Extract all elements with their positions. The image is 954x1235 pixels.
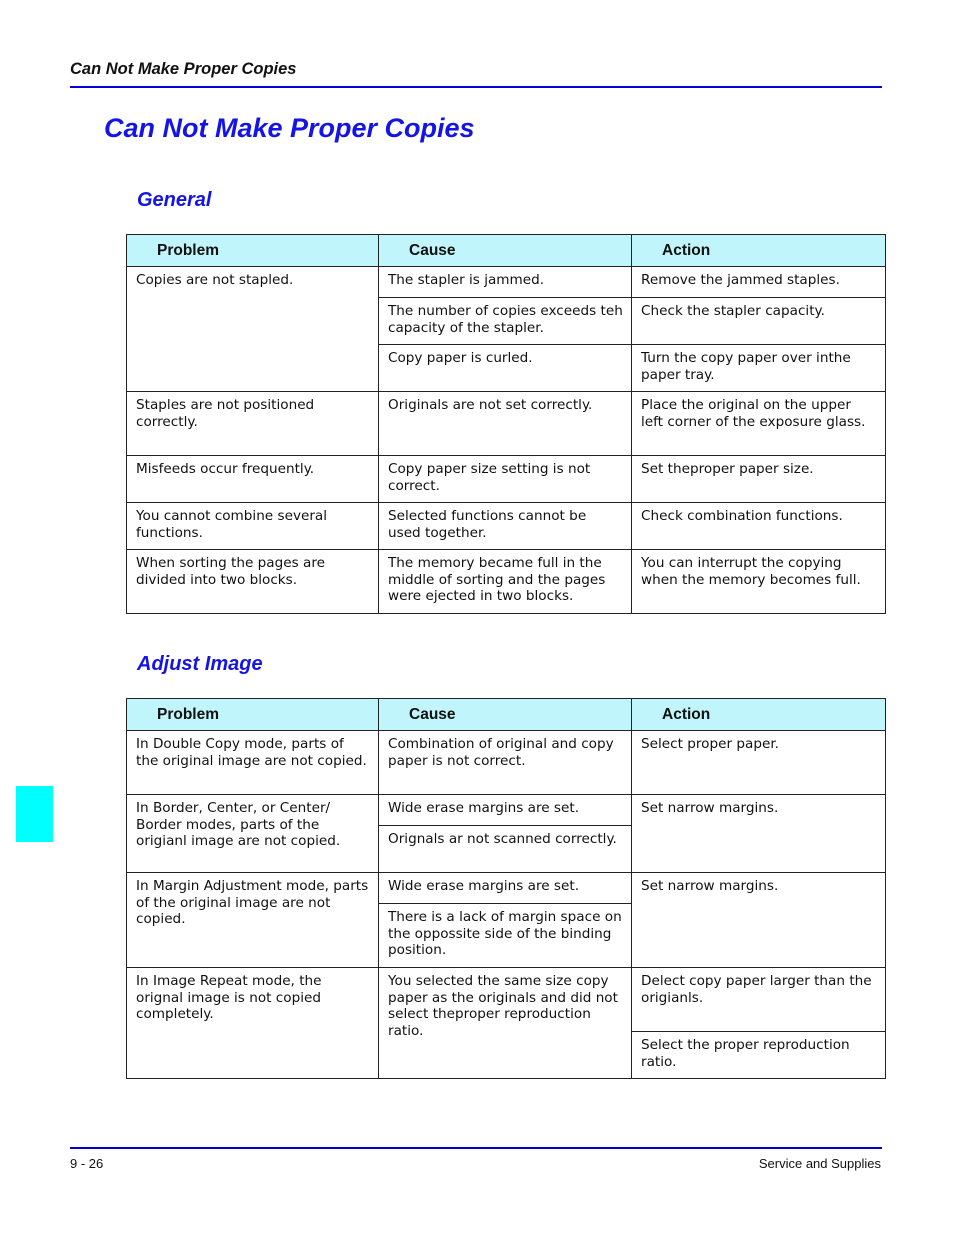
problem-cell: You cannot combine several functions.	[127, 503, 379, 550]
action-cell: Select the proper reproduction ratio.	[632, 1032, 886, 1079]
chapter-side-tab	[16, 786, 53, 842]
column-header-cause: Cause	[379, 699, 632, 731]
problem-cell: In Double Copy mode, parts of the original image are not copied.	[127, 731, 379, 795]
cause-cell: Copy paper size setting is not correct.	[379, 456, 632, 503]
action-cell: Set narrow margins.	[632, 795, 886, 873]
adjust-image-table	[126, 698, 886, 1079]
problem-cell: Copies are not stapled.	[127, 267, 379, 392]
table-row	[127, 731, 886, 795]
action-cell: Turn the copy paper over inthe paper tray.	[632, 345, 886, 392]
header-rule	[70, 86, 882, 88]
general-table	[126, 234, 886, 614]
problem-cell: In Margin Adjustment mode, parts of the original image are not copied.	[127, 873, 379, 968]
table-row	[127, 968, 886, 1032]
column-header-problem: Problem	[127, 235, 379, 267]
cause-cell: Combination of original and copy paper is not correct.	[379, 731, 632, 795]
table-row	[127, 550, 886, 614]
table-row	[127, 392, 886, 456]
section-title-adjust-image: Adjust Image	[137, 653, 263, 675]
problem-cell: Misfeeds occur frequently.	[127, 456, 379, 503]
action-cell: Place the original on the upper left corner of the exposure glass.	[632, 392, 886, 456]
cause-cell: Orignals ar not scanned correctly.	[379, 826, 632, 873]
cause-cell: Originals are not set correctly.	[379, 392, 632, 456]
problem-cell: In Image Repeat mode, the orignal image is not copied completely.	[127, 968, 379, 1079]
table-header-row	[127, 235, 886, 267]
column-header-problem: Problem	[127, 699, 379, 731]
section-title-general: General	[137, 189, 212, 211]
problem-cell: When sorting the pages are divided into two blocks.	[127, 550, 379, 614]
table-row	[127, 795, 886, 826]
cause-cell: Wide erase margins are set.	[379, 873, 632, 904]
table-row	[127, 267, 886, 298]
footer-section-name: Service and Supplies	[758, 1156, 881, 1171]
cause-cell: Copy paper is curled.	[379, 345, 632, 392]
table-row	[127, 456, 886, 503]
cause-cell: There is a lack of margin space on the oppossite side of the binding position.	[379, 904, 632, 968]
cause-cell: The stapler is jammed.	[379, 267, 632, 298]
problem-cell: Staples are not positioned correctly.	[127, 392, 379, 456]
page-number: 9 - 26	[70, 1156, 104, 1171]
action-cell: Check the stapler capacity.	[632, 298, 886, 345]
column-header-action: Action	[632, 235, 886, 267]
cause-cell: You selected the same size copy paper as the originals and did not select theproper reproduction ratio.	[379, 968, 632, 1079]
table-row	[127, 873, 886, 904]
running-header: Can Not Make Proper Copies	[70, 60, 297, 78]
cause-cell: The number of copies exceeds teh capacity of the stapler.	[379, 298, 632, 345]
cause-cell: Selected functions cannot be used together.	[379, 503, 632, 550]
cause-cell: Wide erase margins are set.	[379, 795, 632, 826]
table-header-row	[127, 699, 886, 731]
table-row	[127, 503, 886, 550]
column-header-action: Action	[632, 699, 886, 731]
action-cell: Remove the jammed staples.	[632, 267, 886, 298]
action-cell: You can interrupt the copying when the memory becomes full.	[632, 550, 886, 614]
cause-cell: The memory became full in the middle of sorting and the pages were ejected in two blocks.	[379, 550, 632, 614]
action-cell: Set narrow margins.	[632, 873, 886, 968]
action-cell: Check combination functions.	[632, 503, 886, 550]
problem-cell: In Border, Center, or Center/ Border modes, parts of the origianl image are not copied.	[127, 795, 379, 873]
action-cell: Set theproper paper size.	[632, 456, 886, 503]
column-header-cause: Cause	[379, 235, 632, 267]
action-cell: Delect copy paper larger than the origianls.	[632, 968, 886, 1032]
page-title: Can Not Make Proper Copies	[104, 113, 475, 143]
action-cell: Select proper paper.	[632, 731, 886, 795]
footer-rule	[70, 1147, 882, 1149]
